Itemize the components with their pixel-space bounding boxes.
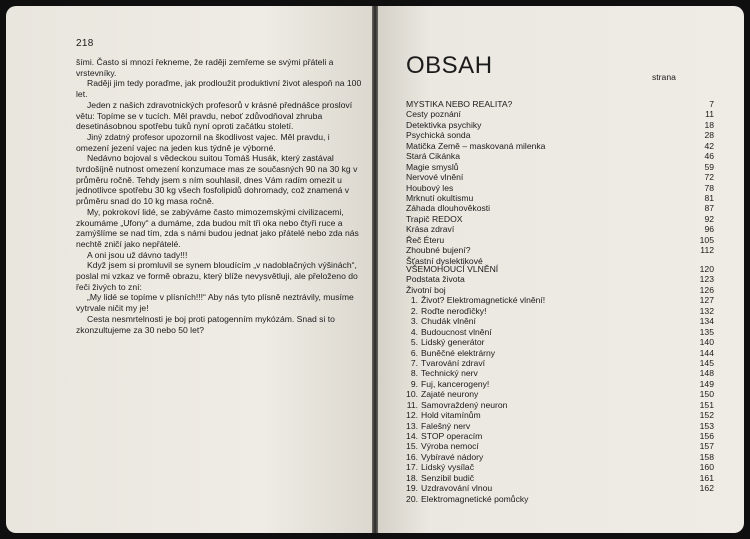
toc-entry-page: 28 xyxy=(704,130,714,141)
toc-entry xyxy=(406,274,714,284)
toc-entry-label: Samovraždený neuron xyxy=(421,399,508,410)
toc-entry-title xyxy=(406,264,498,274)
toc-entry-page: 59 xyxy=(704,161,714,172)
toc-entry-page: 120 xyxy=(699,264,714,274)
toc-entry xyxy=(406,264,714,274)
toc-entry xyxy=(406,306,714,316)
toc-entry-page: 81 xyxy=(704,192,714,203)
toc-entry-label: Záhada dlouhověkosti xyxy=(406,203,491,214)
toc-section-1 xyxy=(406,99,714,266)
toc-entry xyxy=(406,327,714,337)
toc-entry xyxy=(406,295,714,305)
toc-entry-number: 11. xyxy=(406,399,418,410)
toc-entry-title xyxy=(406,368,478,378)
paragraph: Jiný zdatný profesor upozornil na škodlivost vajec. Měl pravdu, i omezení jezení vajec na jeden kus týdně je výborné. xyxy=(76,131,330,153)
toc-entry xyxy=(406,214,714,224)
toc-entry xyxy=(406,462,714,472)
toc-entry-number: 4. xyxy=(410,326,418,337)
toc-entry-label: Matička Země – maskovaná milenka xyxy=(406,140,546,151)
toc-entry-page: 132 xyxy=(699,305,714,316)
toc-entry xyxy=(406,358,714,368)
toc-entry-title xyxy=(406,245,471,255)
toc-entry xyxy=(406,245,714,255)
toc-entry-page: 149 xyxy=(699,378,714,389)
toc-entry-label: Podstata života xyxy=(406,274,465,285)
toc-entry-title xyxy=(406,130,471,140)
toc-entry-page: 112 xyxy=(700,245,714,256)
toc-entry-label: Senzibil budič xyxy=(421,472,475,483)
toc-entry-page: 135 xyxy=(699,326,714,337)
toc-entry-page: 105 xyxy=(699,234,714,245)
toc-entry-number: 3. xyxy=(410,316,418,327)
toc-entry xyxy=(406,421,714,431)
toc-entry-label: Krása zdraví xyxy=(406,224,455,235)
toc-entry-page: 123 xyxy=(699,274,714,285)
toc-entry-page: 126 xyxy=(699,284,714,295)
toc-entry-number: 15. xyxy=(406,441,418,452)
toc-section-2 xyxy=(406,264,714,504)
toc-entry-title xyxy=(406,337,485,347)
toc-entry-title xyxy=(406,421,470,431)
toc-entry-label: Buněčné elektrárny xyxy=(421,347,496,358)
toc-entry-number: 20. xyxy=(406,493,418,504)
toc-entry xyxy=(406,348,714,358)
toc-entry-label: Elektromagnetické pomůcky xyxy=(421,493,529,504)
toc-entry-label: Život? Elektromagnetické vlnění! xyxy=(421,295,546,306)
toc-entry-label: Tvarování zdraví xyxy=(421,357,485,368)
toc-entry-title xyxy=(406,193,473,203)
toc-entry-label: Cesty poznání xyxy=(406,109,461,120)
toc-entry-title xyxy=(406,316,476,326)
toc-entry-title xyxy=(406,462,474,472)
toc-entry xyxy=(406,316,714,326)
toc-entry xyxy=(406,285,714,295)
toc-entry-title xyxy=(406,99,512,109)
toc-entry-title xyxy=(406,327,492,337)
toc-entry-title xyxy=(406,306,487,316)
toc-entry-number: 5. xyxy=(410,337,418,348)
toc-entry-label: Nervové vlnění xyxy=(406,172,464,183)
toc-entry-number: 14. xyxy=(406,431,418,441)
paragraph: A oni jsou už dávno tady!!! xyxy=(87,249,188,260)
toc-entry-label: Psychická sonda xyxy=(406,130,471,141)
toc-entry xyxy=(406,410,714,420)
toc-entry-page: 161 xyxy=(699,472,714,483)
toc-entry-page: 152 xyxy=(699,410,714,421)
toc-entry-number: 19. xyxy=(406,483,418,494)
toc-entry xyxy=(406,235,714,245)
toc-entry-title xyxy=(406,379,489,389)
left-page xyxy=(6,6,372,533)
toc-entry-label: Šťastní dyslektikové xyxy=(406,255,483,266)
toc-entry-label: Trapič REDOX xyxy=(406,213,463,224)
toc-entry-title xyxy=(406,494,528,504)
toc-entry-number: 1. xyxy=(410,295,418,306)
paragraph: Když jsem si promluvil se synem bloudícím „v nadoblačných výšinách“, poslal mi vzkaz ve formě obrazu, který blíže nevysvětluji, ale přeloženo do řeči živých to zní: xyxy=(76,260,358,292)
toc-entry-title xyxy=(406,203,490,213)
toc-entry xyxy=(406,172,714,182)
toc-entry-title xyxy=(406,483,492,493)
paragraph: My, pokrokoví lidé, se zabýváme často mimozemskými civilizacemi, zkoumáme „Ufony“ a dumáme, zda budou mít tři oka nebo čtyři ruce a zamýšlíme se nad tím, zda s námi budou jednat jako přátelé nebo zda nás nechtě zničí jako nepřátelé. xyxy=(76,206,359,249)
toc-title: OBSAH xyxy=(406,52,493,79)
toc-entry-label: Hold vitamínům xyxy=(421,410,481,421)
toc-entry-title xyxy=(406,162,459,172)
toc-entry-page: 153 xyxy=(699,420,714,431)
toc-entry xyxy=(406,400,714,410)
toc-entry-label: Zajaté neurony xyxy=(421,389,479,400)
toc-entry-page: 156 xyxy=(699,431,714,441)
toc-entry-label: Výroba nemocí xyxy=(421,441,479,452)
toc-entry xyxy=(406,483,714,493)
toc-entry-label: Vybíravé nádory xyxy=(421,451,484,462)
toc-entry-page: 72 xyxy=(704,172,714,183)
toc-entry-page: 11 xyxy=(705,109,714,120)
toc-entry-label: VŠEMOHOUCÍ VLNĚNÍ xyxy=(406,264,499,274)
toc-entry xyxy=(406,120,714,130)
toc-entry-label: Houbový les xyxy=(406,182,454,193)
toc-entry-title xyxy=(406,214,463,224)
paragraph: Raději jim tedy poraďme, jak prodloužit produktivní život alespoň na 100 let. xyxy=(76,78,362,100)
toc-entry-label: Mrknutí okultismu xyxy=(406,192,474,203)
toc-entry-label: MYSTIKA NEBO REALITA? xyxy=(406,99,513,109)
page-number: 218 xyxy=(76,38,94,49)
toc-entry-title xyxy=(406,452,483,462)
toc-entry xyxy=(406,441,714,451)
toc-entry xyxy=(406,130,714,140)
toc-entry-title xyxy=(406,400,507,410)
toc-entry-title xyxy=(406,151,460,161)
toc-entry-page: 42 xyxy=(704,140,714,151)
toc-entry-page: 140 xyxy=(699,337,714,348)
toc-entry-page: 78 xyxy=(704,182,714,193)
toc-entry-page: 162 xyxy=(699,483,714,494)
toc-entry-title xyxy=(406,473,474,483)
toc-entry-label: Chudák vlnění xyxy=(421,316,476,327)
toc-entry-page: 92 xyxy=(704,213,714,224)
toc-entry xyxy=(406,452,714,462)
toc-entry xyxy=(406,109,714,119)
toc-entry-page: 158 xyxy=(699,451,714,462)
toc-entry-title xyxy=(406,410,481,420)
toc-entry-label: Lidský generátor xyxy=(421,337,485,348)
toc-entry-label: Stará Cikánka xyxy=(406,151,460,162)
toc-entry-page: 18 xyxy=(704,119,714,130)
toc-entry-title xyxy=(406,431,482,441)
toc-entry-number: 9. xyxy=(410,378,418,389)
toc-entry xyxy=(406,141,714,151)
toc-entry-page: 160 xyxy=(699,462,714,473)
toc-entry xyxy=(406,368,714,378)
toc-entry-page: 151 xyxy=(699,399,714,410)
toc-entry-label: Fuj, kancerogeny! xyxy=(421,378,490,389)
toc-entry-label: Budoucnost vlnění xyxy=(421,326,492,337)
toc-entry-page: 7 xyxy=(709,99,714,109)
toc-entry-number: 16. xyxy=(406,451,418,462)
toc-entry xyxy=(406,389,714,399)
toc-entry-number: 10. xyxy=(406,389,418,400)
toc-entry-number: 18. xyxy=(406,472,418,483)
toc-entry-label: Lidský vysílač xyxy=(421,462,475,473)
toc-entry xyxy=(406,337,714,347)
body-text xyxy=(76,57,362,335)
toc-entry xyxy=(406,151,714,161)
toc-entry-title xyxy=(406,141,545,151)
paragraph: Nedávno bojoval s vědeckou suitou Tomáš Husák, který zastával tvrdošíjně nutnost omezení konzumace mas ze současných 90 na 30 kg v průměru ročně. Tehdy jsem s ním souhlasil, dnes Vám radím omezit u jednotlivce spotřebu 30 kg všech fosfolipidů dohromady, což znamená v průměru snad do 10 kg masa ročně. xyxy=(76,153,358,207)
toc-entry xyxy=(406,99,714,109)
toc-entry-label: Detektivka psychiky xyxy=(406,119,482,130)
toc-entry-number: 2. xyxy=(410,305,418,316)
toc-entry xyxy=(406,379,714,389)
toc-entry xyxy=(406,183,714,193)
toc-entry-number: 13. xyxy=(406,420,418,431)
toc-entry-title xyxy=(406,295,545,305)
right-page xyxy=(378,6,744,533)
toc-entry-number: 6. xyxy=(410,347,418,358)
paragraph: „My lidé se topíme v plísních!!!“ Aby nás tyto plísně neztrávily, musíme vytrvale ničit my je! xyxy=(76,292,354,314)
toc-entry-number: 17. xyxy=(406,462,418,473)
toc-entry-label: STOP operacím xyxy=(421,431,483,441)
toc-entry-title xyxy=(406,285,446,295)
toc-entry-page: 46 xyxy=(704,151,714,162)
paragraph: šími. Často si mnozí řekneme, že raději zemřeme se svými přáteli a vrstevníky. xyxy=(76,57,334,78)
toc-entry-page: 127 xyxy=(699,295,714,306)
toc-entry xyxy=(406,224,714,234)
toc-entry-page: 96 xyxy=(704,224,714,235)
toc-entry xyxy=(406,193,714,203)
toc-entry-page: 148 xyxy=(699,368,714,379)
toc-entry xyxy=(406,203,714,213)
toc-entry-page: 134 xyxy=(699,316,714,327)
toc-entry-label: Uzdravování vlnou xyxy=(421,483,493,494)
toc-entry-title xyxy=(406,235,444,245)
toc-entry-title xyxy=(406,120,481,130)
toc-entry-number: 12. xyxy=(406,410,418,421)
toc-entry-page: 157 xyxy=(699,441,714,452)
paragraph: Cesta nesmrtelnosti je boj proti patogenním mykózám. Snad si to zkonzultujeme za 30 nebo 50 let? xyxy=(76,313,335,335)
toc-entry-title xyxy=(406,109,461,119)
toc-entry-title xyxy=(406,348,495,358)
toc-entry-title xyxy=(406,358,485,368)
toc-entry-number: 8. xyxy=(410,368,418,379)
toc-entry-label: Roďte neroďičky! xyxy=(421,305,487,316)
toc-entry-title xyxy=(406,172,463,182)
toc-entry-label: Zhoubné bujení? xyxy=(406,245,471,256)
toc-entry-label: Magie smyslů xyxy=(406,161,459,172)
toc-entry-label: Falešný nerv xyxy=(421,420,471,431)
toc-entry-page: 150 xyxy=(699,389,714,400)
toc-entry-label: Řeč Éteru xyxy=(406,234,445,245)
toc-entry xyxy=(406,431,714,441)
toc-entry-page: 87 xyxy=(704,203,714,214)
toc-entry-title xyxy=(406,389,478,399)
toc-column-header: strana xyxy=(652,72,676,82)
toc-entry xyxy=(406,494,714,504)
toc-entry-page: 144 xyxy=(699,347,714,358)
toc-entry-title xyxy=(406,183,453,193)
toc-entry-label: Technický nerv xyxy=(421,368,478,379)
toc-entry-label: Životní boj xyxy=(406,284,446,295)
paragraph: Jeden z našich zdravotnických profesorů v krásné přednášce prosloví větu: Topíme se v tucích. Měl pravdu, neboť zdůvodňoval zhruba desetinásobnou spotřebu tuků nyní oproti začátku století. xyxy=(76,99,353,132)
toc-entry-title xyxy=(406,441,479,451)
toc-entry xyxy=(406,473,714,483)
toc-entry-number: 7. xyxy=(410,357,418,368)
toc-entry-page: 145 xyxy=(699,357,714,368)
toc-entry-title xyxy=(406,274,465,284)
toc-entry xyxy=(406,162,714,172)
toc-entry-title xyxy=(406,224,454,234)
